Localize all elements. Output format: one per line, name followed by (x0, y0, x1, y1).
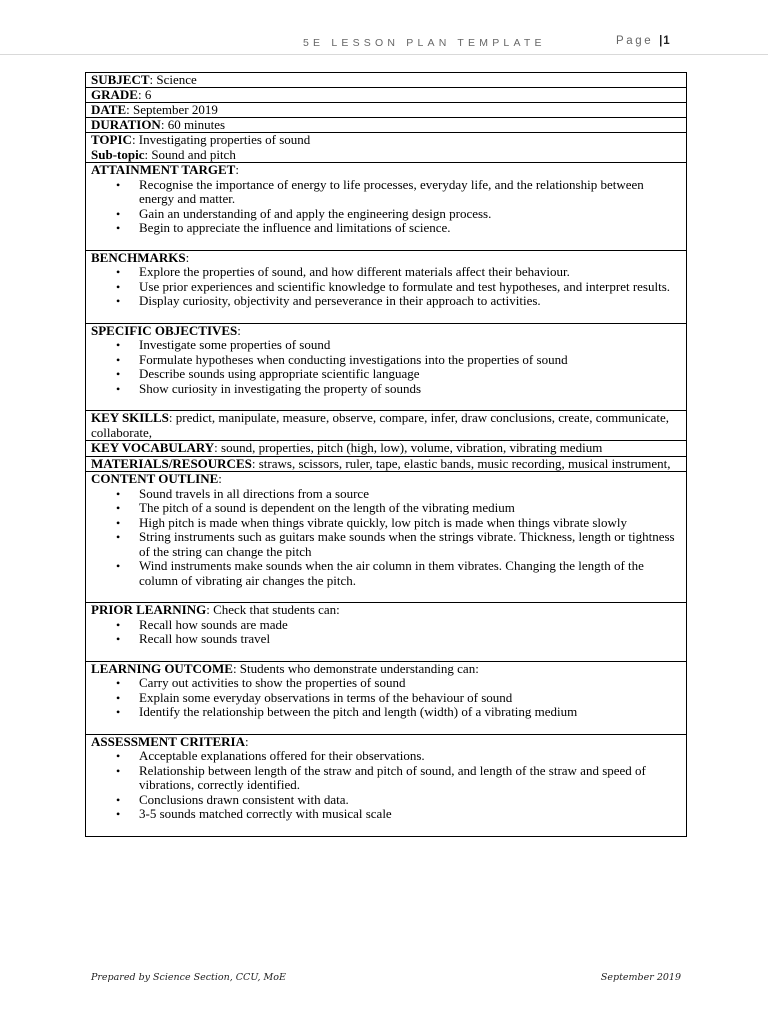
subject-row (86, 73, 686, 88)
list-item: • The pitch of a sound is dependent on the length of the vibrating medium (91, 501, 681, 516)
benchmarks-list (91, 265, 681, 309)
key-skills-label: KEY SKILLS (91, 410, 169, 425)
content-outline-heading (91, 472, 681, 487)
list-item: • Identify the relationship between the pitch and length (width) of a vibrating medium (91, 705, 681, 720)
prior-learning-row (86, 603, 686, 662)
list-item: • Sound travels in all directions from a source (91, 487, 681, 502)
assessment-heading (91, 735, 681, 750)
attainment-colon: : (235, 162, 239, 177)
duration-row (86, 118, 686, 133)
list-item: • String instruments such as guitars make sounds when the strings vibrate. Thickness, length or tightness of the string can change the pitch (91, 530, 681, 559)
content-outline-row (86, 472, 686, 603)
benchmarks-row (86, 251, 686, 324)
subtopic-label: Sub-topic (91, 146, 145, 162)
attainment-list (91, 178, 681, 236)
assessment-colon: : (245, 733, 249, 749)
list-item: • Relationship between length of the straw and pitch of sound, and length of the straw and speed of vibrations, correctly identified. (91, 764, 681, 793)
materials-label: MATERIALS/RESOURCES (91, 455, 252, 471)
lesson-plan-table (85, 72, 687, 837)
page-footer (91, 972, 681, 988)
learning-outcome-row (86, 662, 686, 735)
subject-value: : Science (149, 72, 197, 87)
list-item: • Acceptable explanations offered for their observations. (91, 749, 681, 764)
materials-row (86, 457, 686, 473)
list-item: • 3-5 sounds matched correctly with musical scale (91, 807, 681, 822)
key-skills-value: : predict, manipulate, measure, observe, compare, infer, draw conclusions, create, communicate, collaborate, (91, 410, 670, 440)
subtopic-value: : Sound and pitch (144, 146, 236, 162)
list-item: • Recall how sounds are made (91, 618, 681, 633)
objectives-colon: : (237, 322, 241, 338)
learning-outcome-list (91, 676, 681, 720)
page-separator: | (659, 35, 664, 47)
topic-line (91, 133, 681, 148)
list-item: • Begin to appreciate the influence and limitations of science. (91, 221, 681, 236)
header-title: 5E LESSON PLAN TEMPLATE (303, 37, 546, 49)
page-label: Page (616, 35, 654, 47)
list-item: • Describe sounds using appropriate scientific language (91, 367, 681, 382)
prior-learning-value: : Check that students can: (206, 602, 340, 617)
grade-label: GRADE (91, 87, 138, 102)
key-skills-row (86, 411, 686, 441)
topic-label: TOPIC (91, 132, 132, 147)
page-header (0, 34, 768, 55)
assessment-label: ASSESSMENT CRITERIA (91, 733, 246, 749)
page-number-label (616, 35, 672, 47)
list-item: • Formulate hypotheses when conducting investigations into the properties of sound (91, 353, 681, 368)
topic-value: : Investigating properties of sound (131, 132, 311, 147)
list-item: • Recognise the importance of energy to life processes, everyday life, and the relationship between energy and matter. (91, 178, 681, 207)
key-vocabulary-row (86, 441, 686, 457)
list-item: • Recall how sounds travel (91, 632, 681, 647)
specific-objectives-row (86, 324, 686, 412)
date-value: : September 2019 (126, 102, 218, 117)
prior-learning-label: PRIOR LEARNING (91, 602, 207, 617)
attainment-target-row (86, 163, 686, 251)
duration-label: DURATION (91, 117, 161, 132)
assessment-list (91, 749, 681, 822)
list-item: • Conclusions drawn consistent with data. (91, 793, 681, 808)
list-item: • Explore the properties of sound, and how different materials affect their behaviour. (91, 265, 681, 280)
learning-outcome-value: : Students who demonstrate understanding can: (232, 660, 479, 676)
list-item: • Carry out activities to show the properties of sound (91, 676, 681, 691)
key-vocabulary-value: : sound, properties, pitch (high, low), volume, vibration, vibrating medium (214, 440, 603, 455)
objectives-label: SPECIFIC OBJECTIVES (91, 322, 238, 338)
list-item: • High pitch is made when things vibrate quickly, low pitch is made when things vibrate slowly (91, 516, 681, 531)
date-label: DATE (91, 102, 127, 117)
footer-prepared-by: Prepared by Science Section, CCU, MoE (91, 972, 286, 983)
list-item: • Gain an understanding of and apply the engineering design process. (91, 207, 681, 222)
prior-learning-heading (91, 603, 681, 618)
content-outline-label: CONTENT OUTLINE (91, 471, 219, 486)
list-item: • Show curiosity in investigating the property of sounds (91, 382, 681, 397)
grade-value: : 6 (137, 87, 152, 102)
benchmarks-heading (91, 251, 681, 266)
content-outline-list (91, 487, 681, 589)
list-item: • Use prior experiences and scientific knowledge to formulate and test hypotheses, and interpret results. (91, 280, 681, 295)
learning-outcome-heading (91, 662, 681, 677)
key-vocabulary-label: KEY VOCABULARY (91, 440, 215, 455)
duration-value: : 60 minutes (160, 117, 226, 132)
objectives-list (91, 338, 681, 396)
footer-date: September 2019 (600, 972, 681, 983)
objectives-heading (91, 324, 681, 339)
assessment-criteria-row (86, 735, 686, 836)
list-item: • Investigate some properties of sound (91, 338, 681, 353)
list-item: • Explain some everyday observations in terms of the behaviour of sound (91, 691, 681, 706)
grade-row (86, 88, 686, 103)
subject-label: SUBJECT (91, 72, 150, 87)
content-outline-colon: : (218, 471, 222, 486)
list-item: • Wind instruments make sounds when the air column in them vibrates. Changing the length of the column of vibrating air changes the pitch. (91, 559, 681, 588)
prior-learning-list (91, 618, 681, 647)
attainment-heading (91, 163, 681, 178)
subtopic-line (91, 148, 681, 163)
date-row (86, 103, 686, 118)
topic-subtopic-row (86, 133, 686, 163)
benchmarks-colon: : (185, 249, 190, 265)
benchmarks-label: BENCHMARKS (91, 249, 186, 265)
attainment-label: ATTAINMENT TARGET (91, 162, 236, 177)
list-item: • Display curiosity, objectivity and perseverance in their approach to activities. (91, 294, 681, 309)
materials-value: : straws, scissors, ruler, tape, elastic bands, music recording, musical instrument, (251, 455, 671, 471)
page-number: 1 (663, 35, 673, 47)
learning-outcome-label: LEARNING OUTCOME (91, 660, 233, 676)
